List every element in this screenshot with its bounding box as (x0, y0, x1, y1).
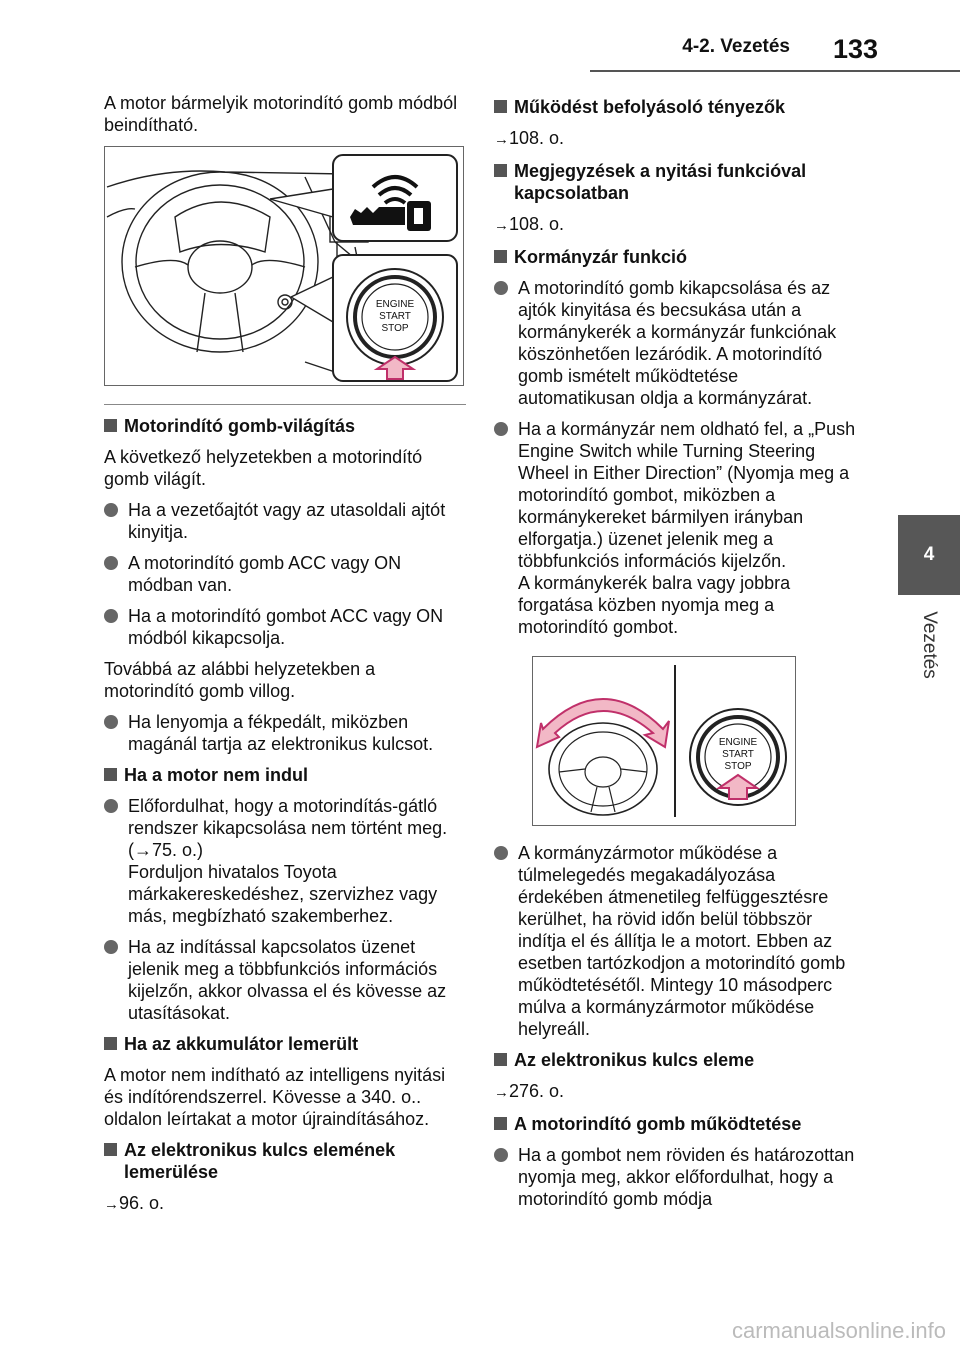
steering-lock-bullet-1: A motorindító gomb kikapcsolása és az ajtók kinyitása és becsukása után a kormánykerék a kormányzár funkciónak köszönhetően lezáródik. A motorindító gomb ismételt működtetése automatikusan oldja a kormányzárat. (494, 277, 858, 409)
turning-steering-wheel (537, 696, 669, 815)
heading-button-operation: A motorindító gomb működtetése (494, 1113, 858, 1135)
heading-button-lighting: Motorindító gomb-világítás (104, 415, 466, 437)
heading-key-battery-depletion: Az elektronikus kulcs elemének lemerülése (104, 1139, 466, 1183)
button-label-line-3: STOP (381, 323, 409, 334)
figure-steering-wheel-turn (532, 656, 796, 826)
header-rule (590, 70, 960, 72)
engine-button-callout (291, 255, 457, 381)
section-divider (104, 404, 466, 405)
smart-key-callout (270, 155, 457, 241)
steering-wheel-illustration (533, 657, 795, 825)
chapter-tab: 4 (898, 515, 960, 595)
button-label-line-2: START (379, 311, 411, 322)
heading-battery-discharged: Ha az akkumulátor lemerült (104, 1033, 466, 1055)
section-title: 4-2. Vezetés (682, 36, 790, 57)
watermark: carmanualsonline.info (731, 1318, 946, 1343)
flashing-bullet: Ha lenyomja a fékpedált, miközben magánál tartja az elektronikus kulcsot. (104, 711, 466, 755)
page-number: 133 (832, 34, 878, 64)
page-header (0, 0, 960, 70)
chapter-label: Vezetés (919, 611, 941, 679)
heading-key-battery: Az elektronikus kulcs eleme (494, 1049, 858, 1071)
key-battery-reference[interactable]: →96. o. (104, 1193, 165, 1213)
operation-factors-reference[interactable]: →108. o. (494, 128, 565, 148)
steering-lock-bullet-2: Ha a kormányzár nem oldható fel, a „Push Engine Switch while Turning Steering Wheel in Either Direction” (Nyomja meg a motorindító gombot, miközben a kormánykereket bármilyen irányban elforgatja.) üzenet jelenik meg a többfunkciós információs kijelzőn. A kormánykerék balra vagy jobbra forgatása közben nyomja meg a motorindító gombot. (494, 418, 858, 638)
intro-text: A motor bármelyik motorindító gomb módból beindítható. (104, 93, 458, 135)
start-message-bullet: Ha az indítással kapcsolatos üzenet jelenik meg a többfunkciós információs kijelzőn, akkor olvassa el és kövesse az utasításokat. (104, 936, 466, 1024)
lighting-text: A következő helyzetekben a motorindító gomb világít. (104, 447, 423, 489)
button-operation-bullet: Ha a gombot nem röviden és határozottan nyomja meg, akkor előfordulhat, hogy a motorindító gomb módja (494, 1144, 858, 1210)
heading-entry-notes: Megjegyzések a nyitási funkcióval kapcsolatban (494, 160, 858, 204)
button2-label-line-1: ENGINE (718, 737, 758, 748)
key-battery-page-reference[interactable]: →276. o. (494, 1081, 565, 1101)
figure-dashboard-engine-button (104, 146, 464, 386)
button2-label-line-3: STOP (724, 761, 752, 772)
left-column (104, 92, 466, 1225)
steering-lock-bullet-3: A kormányzármotor működése a túlmelegedés megakadályozása érdekében átmenetileg felfüggesztésre kerülhet, ha rövid időn belül többször indítja el és állítja le a motort. Ebben az esetben tartózkodjon a motorindító gomb működtetésétől. Mintegy 10 másodperc múlva a kormányzármotor működése helyreáll. (494, 842, 858, 1040)
heading-engine-not-start: Ha a motor nem indul (104, 764, 466, 786)
lighting-bullet-2: A motorindító gomb ACC vagy ON módban van. (104, 552, 466, 596)
dashboard-illustration (105, 147, 463, 385)
immobilizer-bullet: Előfordulhat, hogy a motorindítás-gátló rendszer kikapcsolása nem történt meg. (→75. o.) Forduljon hivatalos Toyota márkakereskedéshez, szervizhez vagy más, megbízható szakemberhez. (104, 795, 466, 927)
lighting-bullet-1: Ha a vezetőajtót vagy az utasoldali ajtót kinyitja. (104, 499, 466, 543)
battery-text: A motor nem indítható az intelligens nyitási és indítórendszerrel. Kövesse a 340. o.. oldalon leírtakat a motor újraindításához. (104, 1065, 446, 1129)
flashing-text: Továbbá az alábbi helyzetekben a motorindító gomb villog. (104, 659, 376, 701)
lighting-bullet-3: Ha a motorindító gombot ACC vagy ON módból kikapcsolja. (104, 605, 466, 649)
button-label-line-1: ENGINE (375, 299, 415, 310)
entry-notes-reference[interactable]: →108. o. (494, 214, 565, 234)
button2-label-line-2: START (722, 749, 754, 760)
heading-steering-lock: Kormányzár funkció (494, 246, 858, 268)
heading-operation-factors: Működést befolyásoló tényezők (494, 96, 858, 118)
right-column (494, 92, 858, 1219)
